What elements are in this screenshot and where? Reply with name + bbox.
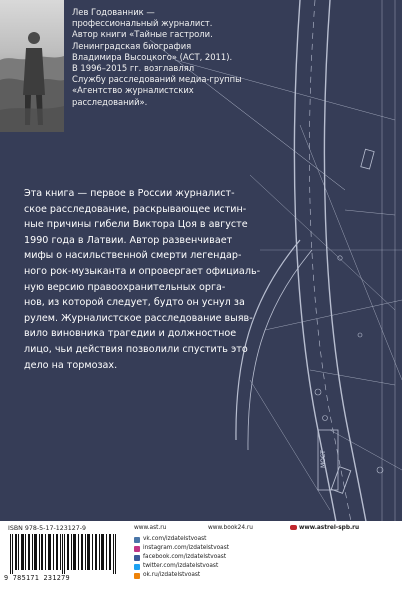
annotation-line: 1990 года в Латвии. Автор развенчивает <box>24 234 233 246</box>
social-link-vk[interactable] <box>134 535 229 544</box>
bridge-label: МОСТ <box>320 450 327 468</box>
bio-line: профессиональный журналист. <box>72 18 213 29</box>
annotation-line: ское расследование, раскрывающее истин- <box>24 203 247 215</box>
site-astrel-label: www.astrel-spb.ru <box>299 525 360 531</box>
annotation-line: вило виновника трагедии и должностное <box>24 328 237 340</box>
bio-line: Службу расследований медиа-группы <box>72 74 242 85</box>
annotation-line: нов, из которой следует, будто он уснул за <box>24 297 245 309</box>
astrel-logo-icon <box>290 525 297 530</box>
ok-icon <box>134 573 140 579</box>
barcode-image <box>8 534 120 574</box>
site-ast[interactable]: www.ast.ru <box>134 525 167 531</box>
annotation-line: ную версию правоохранительных орга- <box>24 281 226 293</box>
annotation-line: рулем. Журналистское расследование выяв- <box>24 312 253 324</box>
instagram-icon <box>134 546 140 552</box>
annotation-line: дело на тормозах. <box>24 359 118 371</box>
social-link-instagram[interactable] <box>134 544 229 553</box>
book-annotation <box>24 186 294 373</box>
bio-line: В 1996–2015 гг. возглавлял <box>72 63 195 74</box>
social-link-label: twitter.com/izdatelstvoast <box>143 563 219 569</box>
isbn-text: ISBN 978-5-17-123127-9 <box>8 525 87 532</box>
bio-line: Лев Годованник — <box>72 7 155 17</box>
social-link-label: vk.com/izdatelstvoast <box>143 536 207 542</box>
author-photo <box>0 0 64 132</box>
annotation-line: лицо, чьи действия позволили спустить это <box>24 343 248 355</box>
bio-line: Владимира Высоцкого» (АСТ, 2011). <box>72 51 233 62</box>
social-links <box>134 535 229 580</box>
social-link-twitter[interactable] <box>134 562 229 571</box>
annotation-line: ного рок-музыканта и опровергает официаль- <box>24 265 261 277</box>
vk-icon <box>134 537 140 543</box>
bio-line: «Агентство журналистских <box>72 85 194 96</box>
social-link-label: facebook.com/izdatelstvoast <box>143 554 227 560</box>
barcode-digits: 9 785171 231279 <box>4 574 70 582</box>
bio-line: Автор книги «Тайные гастроли. <box>72 29 213 40</box>
bio-line: Ленинградская биография <box>72 40 192 51</box>
annotation-line: Эта книга — первое в России журналист- <box>24 188 235 199</box>
annotation-line: мифы о насильственной смерти легендар- <box>24 250 242 262</box>
social-link-ok[interactable] <box>134 571 229 580</box>
annotation-line: ные причины гибели Виктора Цоя в августе <box>24 219 248 231</box>
site-book24[interactable]: www.book24.ru <box>208 525 253 531</box>
bio-line: расследований». <box>72 96 148 107</box>
author-bio <box>72 7 302 108</box>
social-link-label: instagram.com/izdatelstvoast <box>143 545 230 551</box>
social-link-label: ok.ru/izdatelstvoast <box>143 572 201 578</box>
twitter-icon <box>134 564 140 570</box>
facebook-icon <box>134 555 140 561</box>
site-astrel[interactable] <box>290 525 359 531</box>
social-link-facebook[interactable] <box>134 553 229 562</box>
cover-footer <box>0 521 402 590</box>
